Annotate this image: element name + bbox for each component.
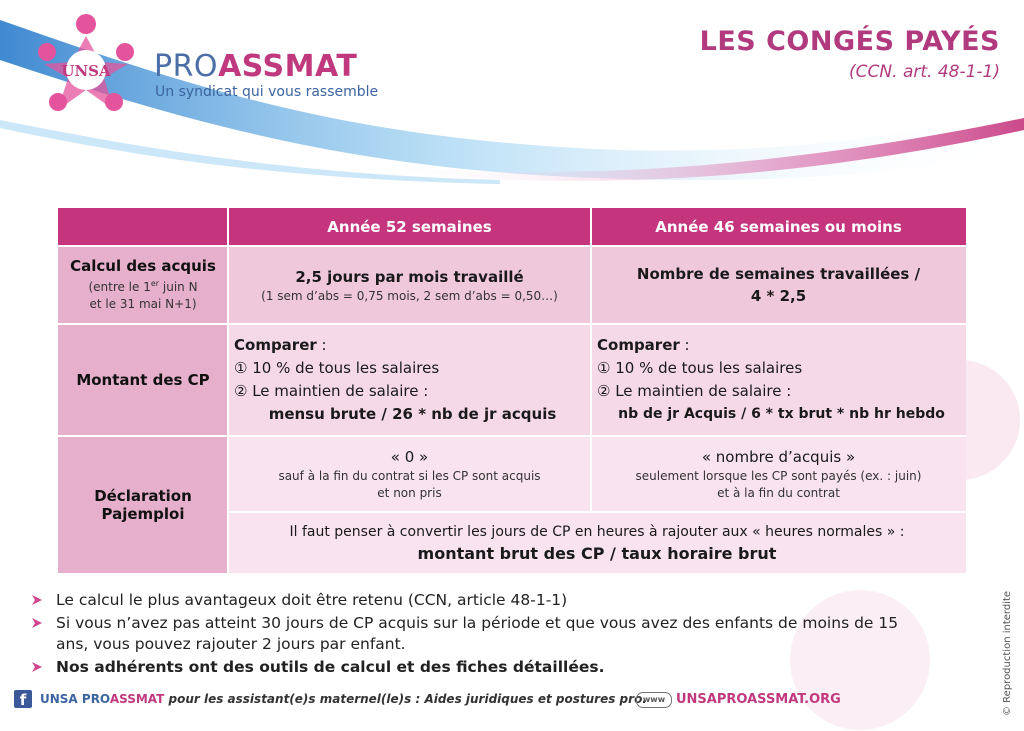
montant-52-opt2: ② Le maintien de salaire :	[234, 382, 429, 400]
acquis-46-main-2: 4 * 2,5	[750, 287, 807, 305]
tagline: Un syndicat qui vous rassemble	[155, 84, 379, 100]
logo-text: UNSA	[61, 62, 111, 80]
www-icon: www	[636, 692, 672, 708]
declaration-52-sub-2: et non pris	[377, 486, 442, 500]
website-link[interactable]: UNSAPROASSMAT.ORG	[676, 692, 841, 707]
list-item	[26, 613, 1006, 655]
unsa-logo	[30, 12, 142, 124]
note-2-line-1: Si vous n’avez pas atteint 30 jours de CP acquis sur la période et que vous avez des enfants de moins de 15	[56, 614, 899, 632]
notes-list	[26, 590, 1006, 680]
row-label-acquis-sub: (entre le 1er juin N et le 31 mai N+1)	[88, 279, 198, 311]
footer-text: UNSA PROASSMAT pour les assistant(e)s maternel(le)s : Aides juridiques et postures pro.	[40, 692, 647, 706]
note-3: Nos adhérents ont des outils de calcul et des fiches détaillées.	[56, 658, 605, 676]
arrow-bullet-icon	[30, 593, 44, 607]
grid-line	[58, 435, 966, 437]
montant-46-compare: Comparer :	[597, 336, 690, 354]
acquis-52-sub: (1 sem d’abs = 0,75 mois, 2 sem d’abs = 0,50…)	[261, 288, 558, 303]
grid-line	[228, 511, 966, 513]
declaration-span-text: Il faut penser à convertir les jours de CP en heures à rajouter aux « heures normales » :	[289, 523, 905, 540]
facebook-icon[interactable]: f	[14, 690, 32, 708]
row-label-montant: Montant des CP	[58, 324, 228, 436]
page-reference: (CCN. art. 48-1-1)	[849, 62, 1000, 82]
grid-line	[58, 245, 966, 247]
declaration-label-1: Déclaration	[94, 486, 192, 505]
declaration-46-sub-2: et à la fin du contrat	[717, 486, 840, 500]
declaration-span-formula: montant brut des CP / taux horaire brut	[417, 543, 777, 563]
cell-acquis-52	[228, 246, 591, 324]
row-label-acquis	[58, 246, 228, 324]
montant-46-formula: nb de jr Acquis / 6 * tx brut * nb hr hebdo	[618, 406, 945, 422]
table-header-52: Année 52 semaines	[228, 208, 591, 246]
brand-assmat: ASSMAT	[218, 49, 358, 84]
arrow-bullet-icon	[30, 660, 44, 674]
acquis-52-main: 2,5 jours par mois travaillé	[295, 267, 524, 286]
declaration-52-main: « 0 »	[390, 448, 429, 466]
montant-52-compare: Comparer :	[234, 336, 327, 354]
table-header-46: Année 46 semaines ou moins	[591, 208, 966, 246]
cell-declaration-span	[228, 512, 966, 573]
brand-pro: PRO	[154, 49, 219, 84]
cp-table	[58, 208, 966, 573]
page-title: LES CONGÉS PAYÉS	[699, 26, 1000, 57]
footer	[14, 690, 841, 714]
montant-52-formula: mensu brute / 26 * nb de jr acquis	[268, 405, 557, 423]
copyright-notice: © Reproduction interdite	[1002, 590, 1013, 716]
declaration-52-sub-1: sauf à la fin du contrat si les CP sont acquis	[278, 469, 541, 483]
cell-declaration-46	[591, 436, 966, 512]
montant-46-opt1: ① 10 % de tous les salaires	[597, 359, 803, 377]
cell-montant-52	[228, 324, 591, 436]
arrow-bullet-icon	[30, 616, 44, 630]
acquis-46-main-1: Nombre de semaines travaillées /	[636, 265, 921, 283]
list-item	[26, 657, 1006, 678]
table-header-empty	[58, 208, 228, 246]
row-label-declaration	[58, 436, 228, 573]
grid-line	[227, 208, 229, 573]
brand-name	[154, 49, 358, 84]
declaration-46-sub-1: seulement lorsque les CP sont payés (ex. : juin)	[635, 469, 922, 483]
cell-acquis-46	[591, 246, 966, 324]
note-1: Le calcul le plus avantageux doit être retenu (CCN, article 48-1-1)	[56, 591, 568, 609]
grid-line	[58, 323, 966, 325]
declaration-label-2: Pajemploi	[101, 504, 185, 523]
note-2-line-2: ans, vous pouvez rajouter 2 jours par enfant.	[56, 635, 406, 653]
grid-line	[590, 208, 592, 512]
montant-46-opt2: ② Le maintien de salaire :	[597, 382, 792, 400]
cell-montant-46	[591, 324, 966, 436]
list-item	[26, 590, 1006, 611]
declaration-46-main: « nombre d’acquis »	[701, 448, 856, 466]
cell-declaration-52	[228, 436, 591, 512]
row-label-acquis-title: Calcul des acquis	[70, 257, 216, 275]
montant-52-opt1: ① 10 % de tous les salaires	[234, 359, 440, 377]
